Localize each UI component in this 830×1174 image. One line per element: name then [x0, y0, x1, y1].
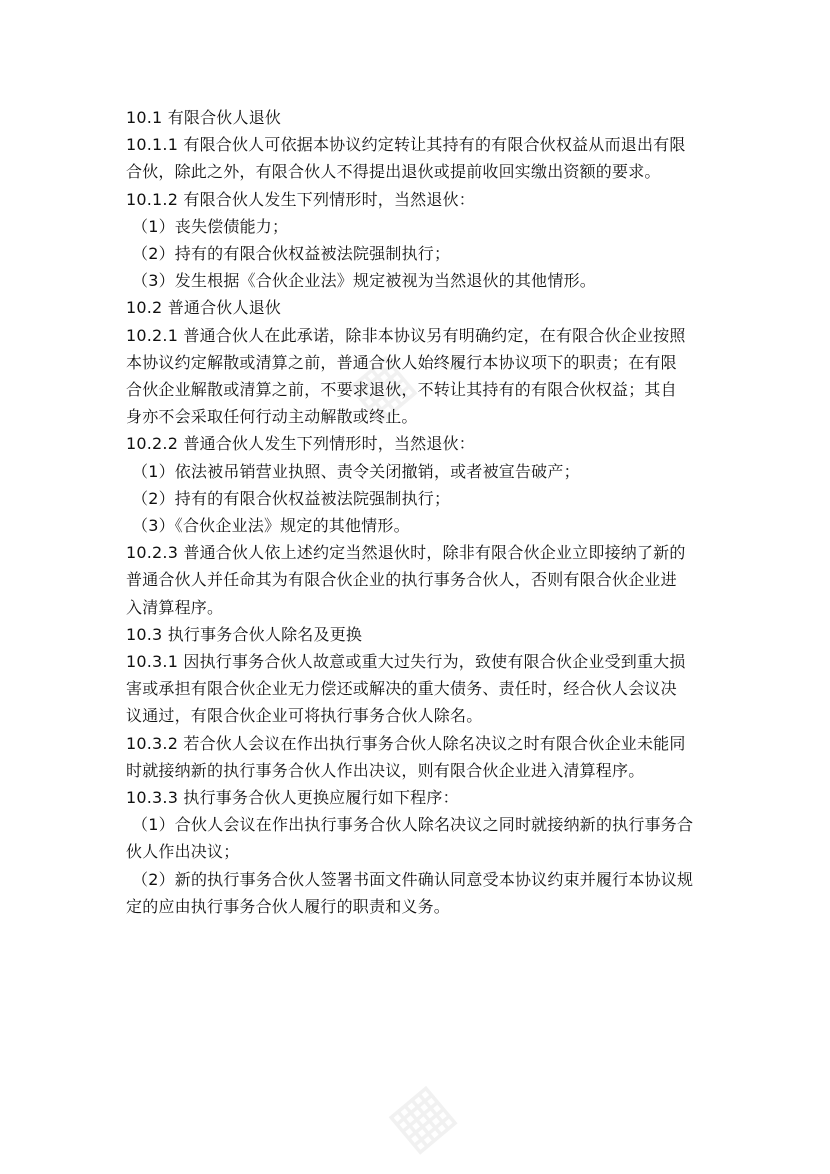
paragraph-line: 议通过，有限合伙企业可将执行事务合伙人除名。 [126, 706, 483, 726]
list-item: （1）丧失偿债能力； [132, 216, 289, 236]
paragraph-line: 10.3.2 若合伙人会议在作出执行事务合伙人除名决议之时有限合伙企业未能同 [126, 733, 686, 753]
paragraph-line: 身亦不会采取任何行动主动解散或终止。 [126, 407, 418, 427]
paragraph-line: 合伙，除此之外，有限合伙人不得提出退伙或提前收回实缴出资额的要求。 [126, 162, 661, 182]
list-item: （2）新的执行事务合伙人签署书面文件确认同意受本协议约束并履行本协议规 [132, 869, 694, 889]
paragraph-line: 10.1.2 有限合伙人发生下列情形时，当然退伙： [126, 189, 475, 209]
paragraph-line: 10.2.1 普通合伙人在此承诺，除非本协议另有明确约定，在有限合伙企业按照 [126, 325, 686, 345]
section-heading: 10.1 有限合伙人退伙 [126, 108, 282, 127]
paragraph-line: 10.3.1 因执行事务合伙人故意或重大过失行为，致使有限合伙企业受到重大损 [126, 652, 686, 672]
list-item: （1）合伙人会议在作出执行事务合伙人除名决议之同时就接纳新的执行事务合 [132, 815, 694, 835]
paragraph-line: 10.1.1 有限合伙人可依据本协议约定转让其持有的有限合伙权益从而退出有限 [126, 135, 686, 155]
list-item: （1）依法被吊销营业执照、责令关闭撤销，或者被宣告破产； [132, 461, 580, 481]
paragraph-line: 入清算程序。 [126, 597, 224, 617]
paragraph-line: 10.3.3 执行事务合伙人更换应履行如下程序： [126, 788, 459, 808]
list-item: （3）《合伙企业法》规定的其他情形。 [132, 516, 410, 536]
list-item: （3）发生根据《合伙企业法》规定被视为当然退伙的其他情形。 [132, 271, 596, 291]
document-body [126, 104, 726, 920]
paragraph-line: 10.2.2 普通合伙人发生下列情形时，当然退伙： [126, 434, 475, 454]
paragraph-line: 定的应由执行事务合伙人履行的职责和义务。 [126, 896, 451, 916]
paragraph-line: 10.2.3 普通合伙人依上述约定当然退伙时，除非有限合伙企业立即接纳了新的 [126, 543, 686, 563]
paragraph-line: 时就接纳新的执行事务合伙人作出决议，则有限合伙企业进入清算程序。 [126, 760, 645, 780]
watermark-icon: ▦ [333, 339, 428, 435]
list-item: （2）持有的有限合伙权益被法院强制执行； [132, 244, 451, 264]
paragraph-line: 本协议约定解散或清算之前，普通合伙人始终履行本协议项下的职责；在有限 [126, 352, 677, 372]
paragraph-line: 合伙企业解散或清算之前，不要求退伙，不转让其持有的有限合伙权益；其自 [126, 380, 677, 400]
paragraph-line: 伙人作出决议； [126, 842, 240, 862]
paragraph-line: 害或承担有限合伙企业无力偿还或解决的重大债务、责任时，经合伙人会议决 [126, 679, 677, 699]
section-heading: 10.2 普通合伙人退伙 [126, 298, 282, 318]
paragraph-line: 普通合伙人并任命其为有限合伙企业的执行事务合伙人，否则有限合伙企业进 [126, 570, 677, 590]
list-item: （2）持有的有限合伙权益被法院强制执行； [132, 488, 451, 508]
section-heading: 10.3 执行事务合伙人除名及更换 [126, 624, 363, 644]
watermark-icon: ▦ [373, 1069, 468, 1165]
